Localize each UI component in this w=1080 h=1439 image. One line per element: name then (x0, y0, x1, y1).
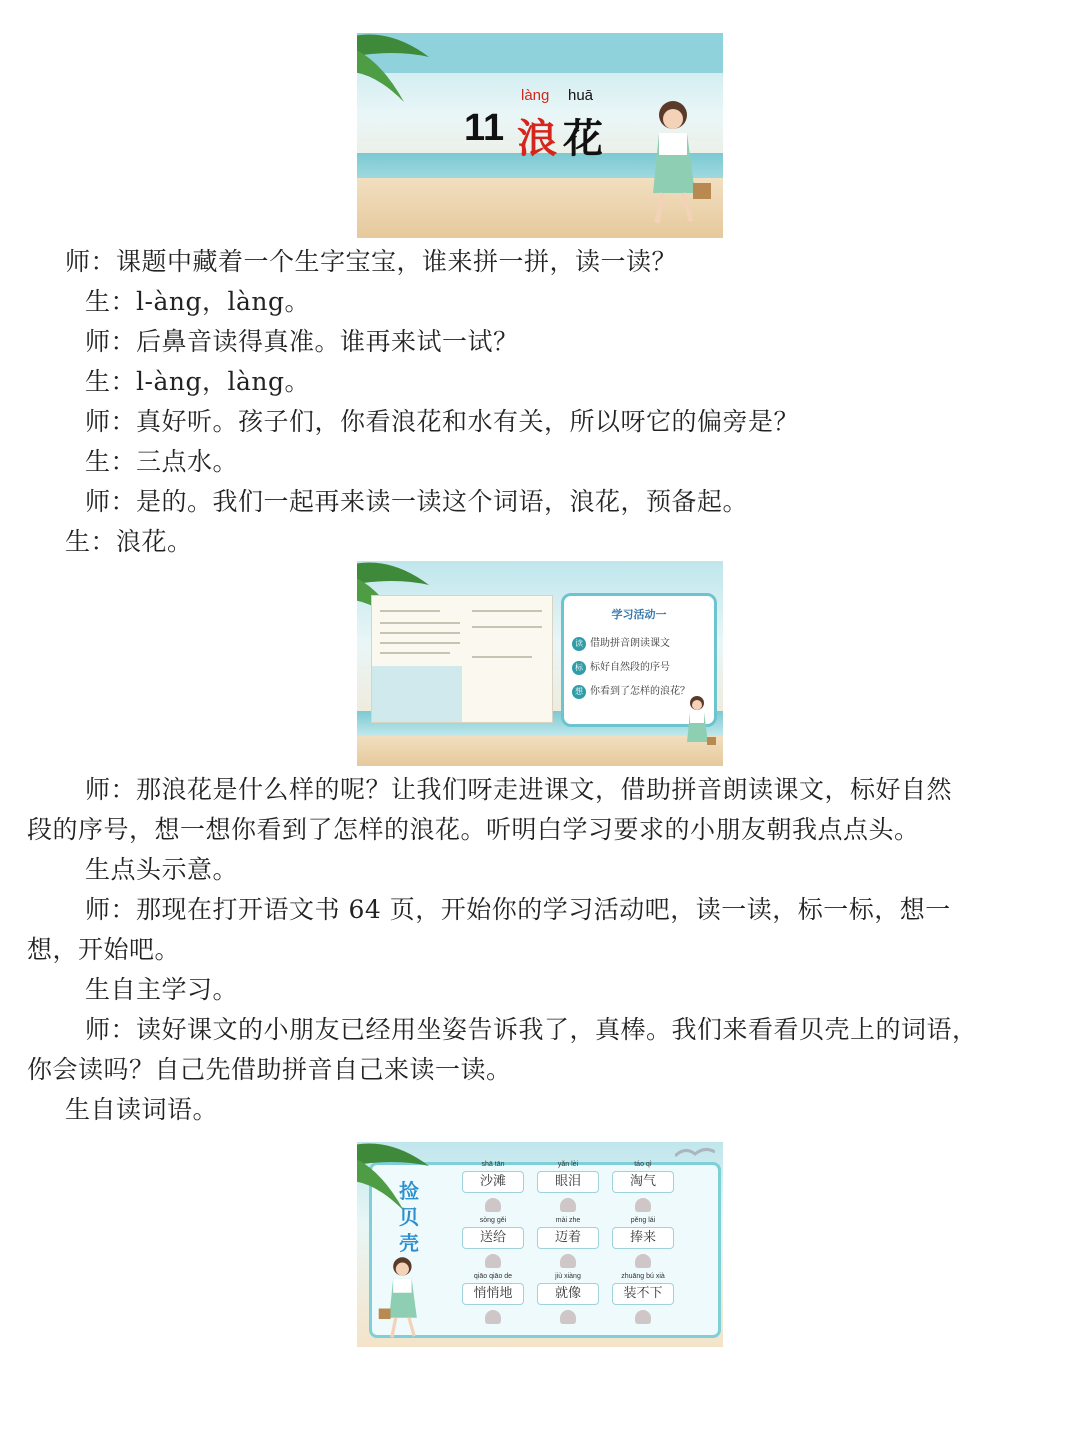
word-text: 就像 (537, 1283, 599, 1305)
word-text: 沙滩 (462, 1171, 524, 1193)
word-text: 悄悄地 (462, 1283, 524, 1305)
dialogue-line: 生点头示意。 (85, 855, 239, 884)
dialogue-line: 生：浪花。 (65, 527, 193, 556)
word-card (612, 1272, 674, 1324)
badge-read: 读 (572, 637, 586, 651)
word-pinyin: yǎn lèi (557, 1161, 579, 1168)
shell-icon (560, 1310, 576, 1324)
shell-icon (485, 1310, 501, 1324)
dialogue-line: 生自主学习。 (85, 975, 239, 1004)
dialogue-line: 师：后鼻音读得真准。谁再来试一试？ (85, 327, 519, 356)
activity-item (572, 634, 670, 651)
girl-illustration-icon (637, 93, 717, 233)
girl-illustration-icon (679, 691, 719, 763)
activity-text: 你看到了怎样的浪花？ (590, 686, 690, 697)
word-pinyin: zhuāng bú xià (621, 1273, 665, 1280)
word-pinyin: jiù xiàng (555, 1273, 581, 1280)
word-card (612, 1160, 674, 1212)
lesson-title-slide (357, 33, 723, 238)
activity-item (572, 658, 670, 675)
dialogue-line: 师：真好听。孩子们，你看浪花和水有关，所以呀它的偏旁是？ (85, 407, 800, 436)
dialogue-line: 生自读词语。 (65, 1095, 219, 1124)
shell-icon (635, 1310, 651, 1324)
word-card (537, 1160, 599, 1212)
word-pinyin: qiāo qiāo de (473, 1273, 513, 1280)
pinyin-hua: huā (568, 87, 594, 104)
activity-text: 借助拼音朗读课文 (590, 638, 670, 649)
dialogue-line: 你会读吗？自己先借助拼音自己来读一读。 (27, 1055, 512, 1084)
word-card (462, 1272, 524, 1324)
dialogue-line: 师：那浪花是什么样的呢？让我们呀走进课文，借助拼音朗读课文，标好自然 (85, 775, 953, 804)
dialogue-line: 师：读好课文的小朋友已经用坐姿告诉我了，真棒。我们来看看贝壳上的词语， (85, 1015, 978, 1044)
char-lang: 浪 (517, 115, 557, 162)
card-title: 学习活动一 (611, 608, 667, 621)
word-card (462, 1160, 524, 1212)
shell-icon (485, 1254, 501, 1268)
girl-illustration-icon (377, 1252, 433, 1344)
lesson-number: 11 (464, 107, 505, 149)
char-hua: 花 (563, 115, 603, 162)
palm-leaf-icon (357, 33, 439, 117)
activity-item (572, 682, 690, 699)
dialogue-line: 师：课题中藏着一个生字宝宝，谁来拼一拼，读一读？ (65, 247, 678, 276)
pinyin-lang: làng (521, 87, 550, 104)
learning-activity-slide (357, 561, 723, 766)
dialogue-line: 想，开始吧。 (27, 935, 181, 964)
word-card (537, 1216, 599, 1268)
shell-icon (485, 1198, 501, 1212)
activity-text: 标好自然段的序号 (590, 662, 670, 673)
dialogue-line: 师：那现在打开语文书 64 页，开始你的学习活动吧，读一读，标一标，想一 (85, 895, 951, 924)
badge-think: 想 (572, 685, 586, 699)
word-text: 送给 (462, 1227, 524, 1249)
dialogue-line: 生：l-àng，làng。 (85, 367, 310, 396)
shell-icon (560, 1198, 576, 1212)
word-pinyin: shā tān (481, 1161, 505, 1168)
word-pinyin: pěng lái (630, 1217, 656, 1224)
word-text: 装不下 (612, 1283, 674, 1305)
textbook-page-image (371, 595, 553, 723)
word-text: 迈着 (537, 1227, 599, 1249)
pick-shells-slide (357, 1142, 723, 1347)
dialogue-line: 生：三点水。 (85, 447, 239, 476)
word-card (462, 1216, 524, 1268)
word-text: 淘气 (612, 1171, 674, 1193)
dialogue-line: 师：是的。我们一起再来读一读这个词语，浪花，预备起。 (85, 487, 749, 516)
dialogue-line: 生：l-àng，làng。 (85, 287, 310, 316)
seagull-icon (675, 1146, 715, 1162)
word-pinyin: táo qì (634, 1161, 652, 1168)
word-pinyin: mài zhe (555, 1217, 581, 1224)
shell-icon (560, 1254, 576, 1268)
word-card (537, 1272, 599, 1324)
word-card (612, 1216, 674, 1268)
word-text: 捧来 (612, 1227, 674, 1249)
shell-icon (635, 1198, 651, 1212)
slide-title: 捡贝壳 (399, 1179, 419, 1255)
word-text: 眼泪 (537, 1171, 599, 1193)
shell-icon (635, 1254, 651, 1268)
sand-strip (357, 736, 723, 766)
word-pinyin: sòng gěi (479, 1217, 507, 1224)
badge-mark: 标 (572, 661, 586, 675)
dialogue-line: 段的序号，想一想你看到了怎样的浪花。听明白学习要求的小朋友朝我点点头。 (27, 815, 920, 844)
